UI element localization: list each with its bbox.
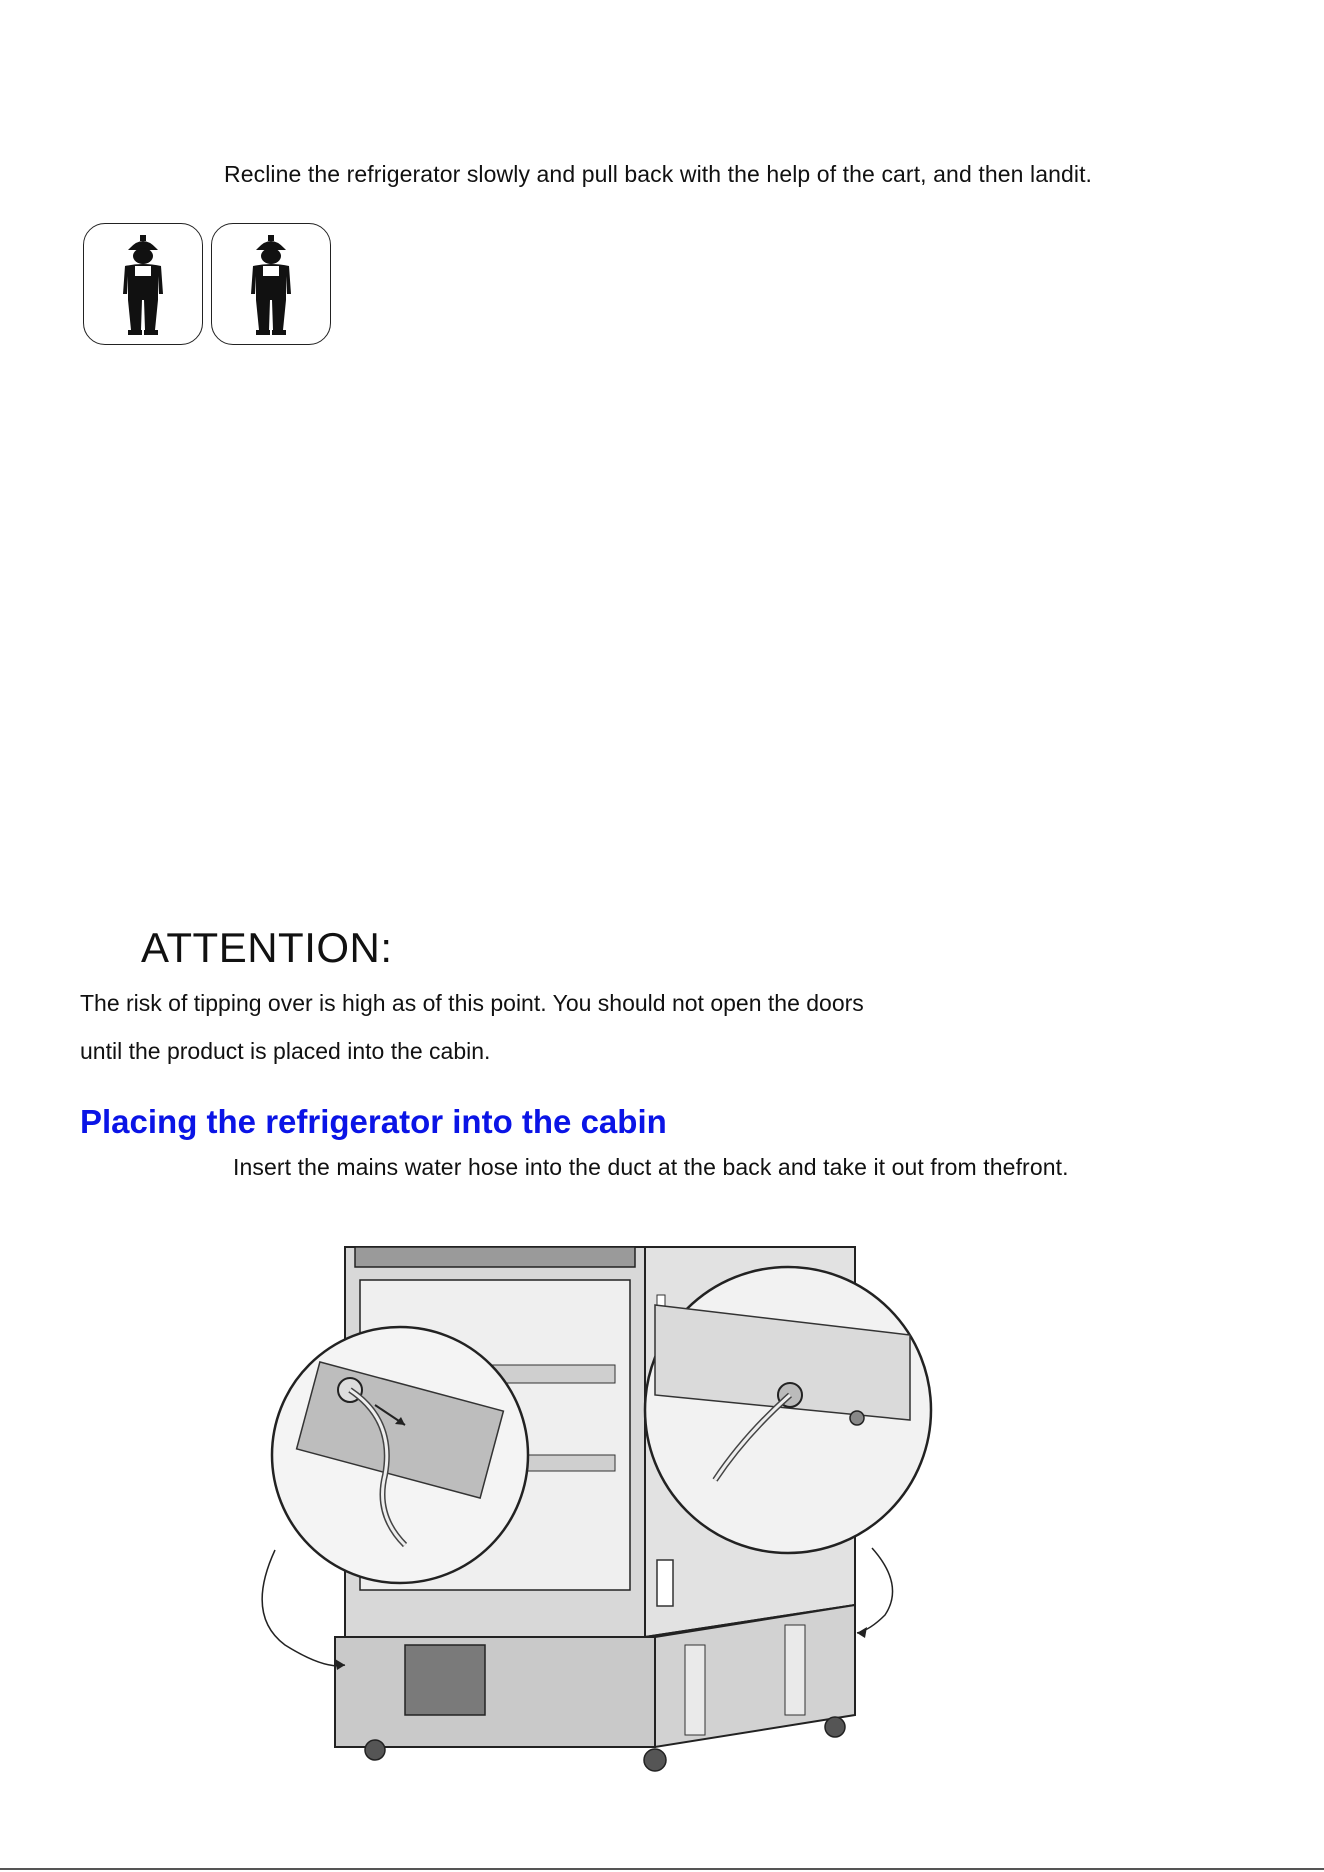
worker-icon [241,232,301,336]
refrigerator-water-hose-diagram-icon [245,1245,945,1775]
attention-title: ATTENTION: [141,924,393,971]
page-bottom-rule [0,1868,1324,1870]
two-person-lift-icons [83,223,338,348]
insert-hose-instruction: Insert the mains water hose into the duct at the back and take it out from thefront. [233,1154,1069,1180]
worker-icon [113,232,173,336]
attention-text-line-2: until the product is placed into the cabin. [80,1038,491,1064]
recline-instruction: Recline the refrigerator slowly and pull back with the help of the cart, and then landit. [224,161,1093,187]
section-heading: Placing the refrigerator into the cabin [80,1103,667,1140]
attention-text-line-1: The risk of tipping over is high as of this point. You should not open the doors [80,990,864,1016]
person-tile [211,223,331,345]
person-tile [83,223,203,345]
